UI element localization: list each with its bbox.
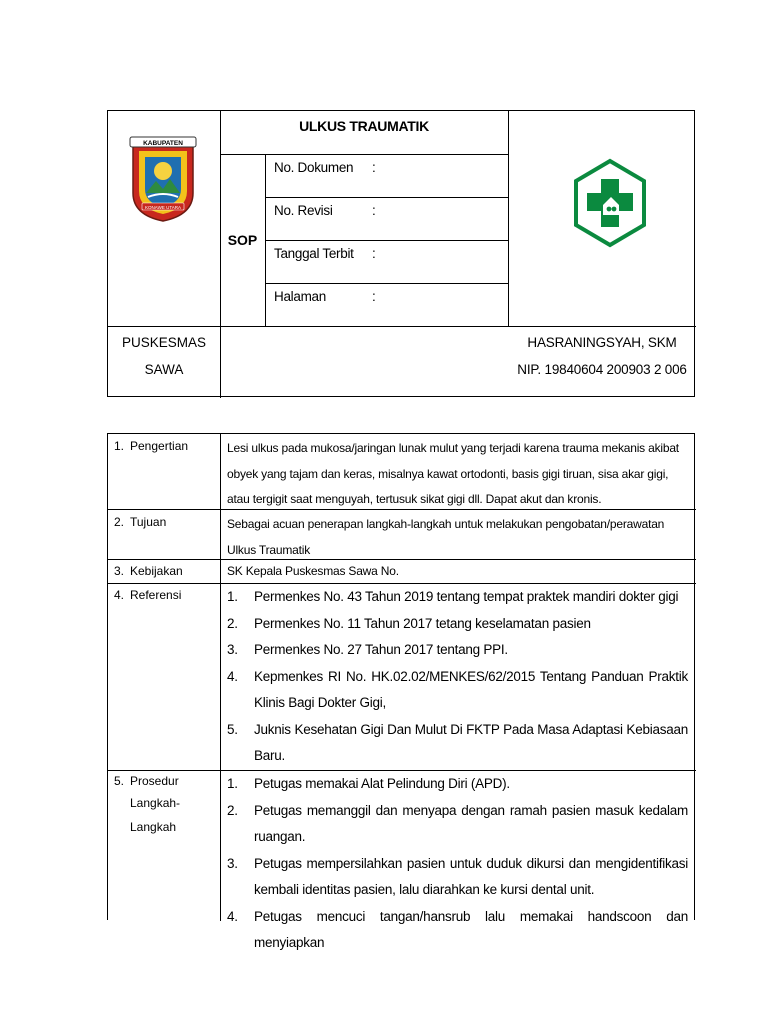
meta-label: Halaman <box>274 289 326 304</box>
document-title: ULKUS TRAUMATIK <box>299 118 429 134</box>
organization-name <box>108 327 220 383</box>
list-item: 2. Permenkes No. 11 Tahun 2017 tetang keselamatan pasien <box>227 615 591 631</box>
section-prosedur <box>108 771 696 950</box>
org-line-2: SAWA <box>144 362 184 377</box>
meta-label: Tanggal Terbit <box>274 246 354 261</box>
kabupaten-emblem <box>128 135 198 223</box>
tujuan-text: Sebagai acuan penerapan langkah-langkah untuk melakukan pengobatan/perawatan Ulkus Traumatik <box>227 517 665 557</box>
meta-halaman: Halaman : <box>274 289 376 304</box>
section-kebijakan <box>108 560 696 584</box>
emblem-banner-bottom: KONAWE UTARA <box>144 205 182 210</box>
sop-content-table <box>107 433 695 950</box>
list-item: 4. Petugas mencuci tangan/hansrub lalu memakai handscoon dan menyiapkan <box>227 908 688 950</box>
sop-label: SOP <box>227 232 258 248</box>
meta-label: No. Revisi <box>274 203 333 218</box>
signer-nip: NIP. 19840604 200903 2 006 <box>517 362 687 377</box>
list-item: 2. Petugas memanggil dan menyapa dengan ramah pasien masuk kedalam ruangan. <box>227 802 688 844</box>
section-tujuan <box>108 510 696 560</box>
section-label: 5. Prosedur Langkah- Langkah <box>114 774 181 834</box>
list-item: 3. Permenkes No. 27 Tahun 2017 tentang PPI. <box>227 642 508 657</box>
section-label: 4. Referensi <box>114 588 182 602</box>
section-label: 2. Tujuan <box>114 515 167 529</box>
signer-block <box>508 327 696 383</box>
org-line-1: PUSKESMAS <box>121 335 207 350</box>
list-item: 1. Petugas memakai Alat Pelindung Diri (APD). <box>227 776 510 791</box>
list-item: 5. Juknis Kesehatan Gigi Dan Mulut Di FKTP Pada Masa Adaptasi Kebiasaan Baru. <box>227 721 688 763</box>
sop-header-table <box>107 110 695 397</box>
meta-no-dokumen: No. Dokumen : <box>274 160 376 175</box>
list-item: 1. Permenkes No. 43 Tahun 2019 tentang tempat praktek mandiri dokter gigi <box>227 589 679 604</box>
puskesmas-logo <box>573 159 647 247</box>
list-item: 4. Kepmenkes RI No. HK.02.02/MENKES/62/2015 Tentang Panduan Praktik Klinis Bagi Dokter Gigi, <box>227 668 688 710</box>
meta-tanggal-terbit: Tanggal Terbit : <box>274 246 376 261</box>
section-label: 3. Kebijakan <box>114 564 183 578</box>
prosedur-list <box>227 771 688 957</box>
emblem-banner-top: KABUPATEN <box>143 140 183 147</box>
list-item: 3. Petugas mempersilahkan pasien untuk duduk dikursi dan mengidentifikasi kembali identitas pasien, lalu diarahkan ke kursi dental unit. <box>227 855 688 897</box>
meta-no-revisi: No. Revisi : <box>274 203 376 218</box>
meta-label: No. Dokumen <box>274 160 354 175</box>
section-label: 1. Pengertian <box>114 439 189 453</box>
pengertian-text: Lesi ulkus pada mukosa/jaringan lunak mulut yang terjadi karena trauma mekanis akibat obyek yang tajam dan keras, misalnya kawat ortodonti, basis gigi tiruan, sisa akar gigi, atau tergigit saat menguyah, tertusuk sikat gigi dll. Dapat akut dan kronis. <box>227 441 679 506</box>
referensi-list <box>227 584 688 770</box>
kebijakan-text: SK Kepala Puskesmas Sawa No. <box>227 564 399 578</box>
section-referensi <box>108 584 696 771</box>
signer-name: HASRANINGSYAH, SKM <box>527 335 677 350</box>
section-pengertian <box>108 434 696 510</box>
